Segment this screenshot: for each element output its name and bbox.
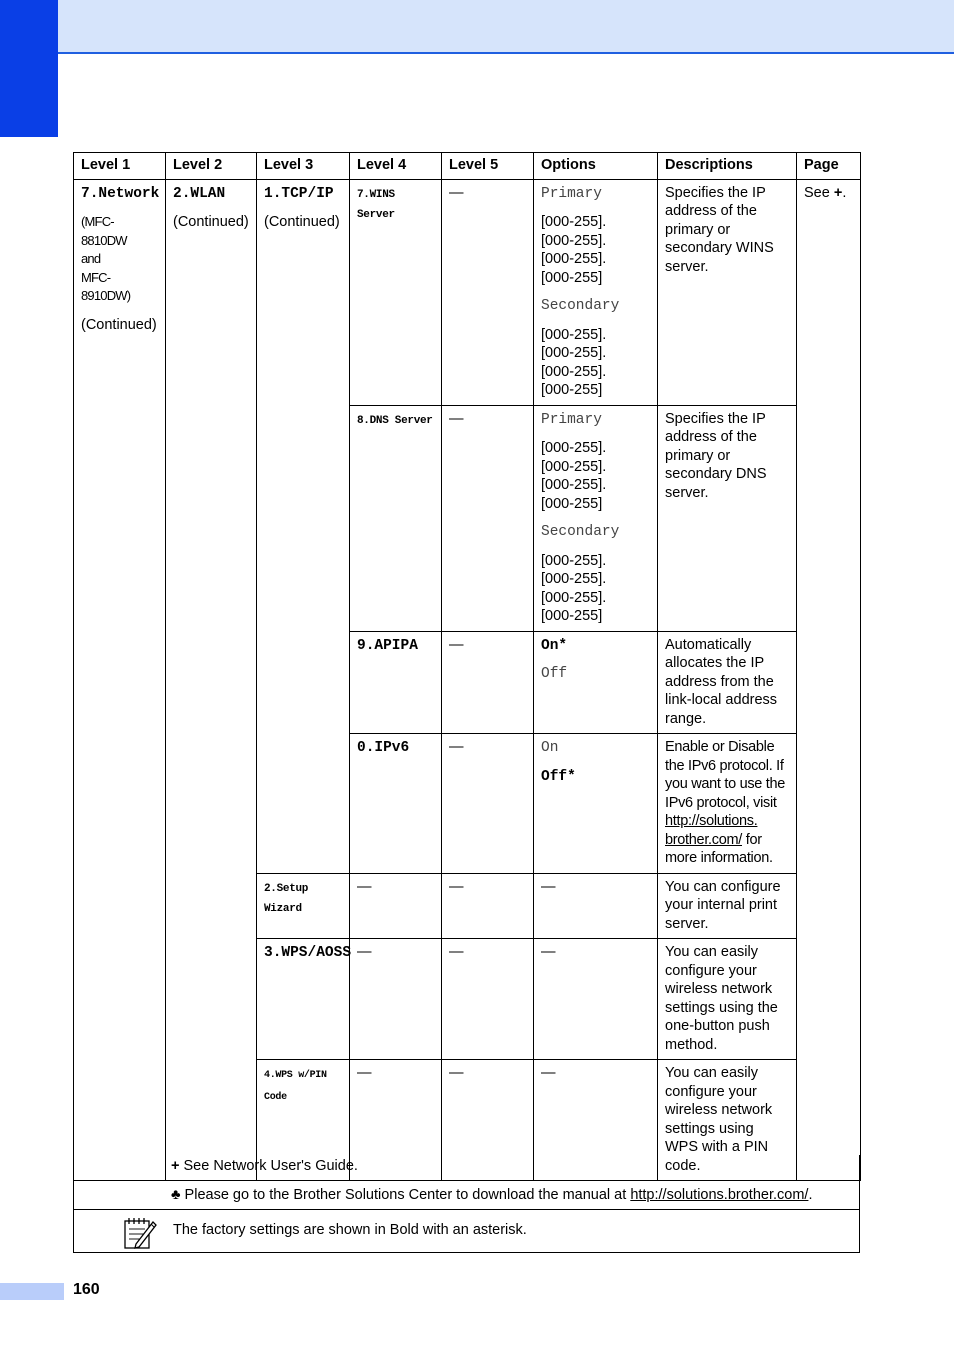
options-cell [534,734,658,874]
description-cell: You can easily configure your wireless network settings using the one-button push method. [658,939,797,1060]
dns-server-label: 8.DNS Server [357,414,433,427]
description-cell: You can configure your internal print server. [658,873,797,939]
level4-cell [350,631,442,734]
header-descriptions: Descriptions [658,153,797,180]
plus-icon: + [833,184,843,201]
level1-cell [74,179,166,1181]
continued-label: (Continued) [81,316,157,333]
header-level3: Level 3 [257,153,350,180]
ip-range: [000-255]. [000-255]. [000-255]. [000-255] [541,440,607,512]
header-row [74,153,861,180]
level4-cell [350,405,442,631]
ip-range: [000-255]. [000-255]. [000-255]. [000-255] [541,214,607,286]
note-pencil-icon [122,1216,158,1250]
page-cell: See +. [797,179,861,1181]
page-number: 160 [73,1281,100,1298]
option-on-default: On* [541,637,568,654]
option-secondary: Secondary [541,524,620,540]
note-text: The factory settings are shown in Bold with an asterisk. [173,1222,527,1238]
level2-name: 2.WLAN [173,185,226,202]
footnote-plus: + See Network User's Guide. [171,1158,358,1174]
header-options: Options [534,153,658,180]
level2-cell [166,179,257,1181]
footnotes-box [73,1155,860,1253]
level5-cell: — [442,873,534,939]
model-line: MFC-8910DW) [81,269,131,303]
option-off: Off [541,666,568,682]
level3-cell [257,939,350,1060]
ip-range: [000-255]. [000-255]. [000-255]. [000-255] [541,326,607,398]
options-cell [534,179,658,405]
level5-cell: — [442,939,534,1060]
options-cell [534,405,658,631]
option-secondary: Secondary [541,298,620,314]
level5-cell: — [442,1060,534,1181]
model-line: (MFC-8810DW [81,214,127,248]
wps-aoss-label: 3.WPS/AOSS [264,945,352,961]
solutions-link[interactable]: http://solutions. [665,813,758,829]
level4-cell: — [350,1060,442,1181]
description-cell: You can easily configure your wireless network settings using WPS with a PIN code. [658,1060,797,1181]
solutions-center-link[interactable]: http://solutions.brother.com/ [630,1187,809,1203]
description-cell: Specifies the IP address of the primary or secondary WINS server. [658,179,797,405]
level5-cell: — [442,631,534,734]
header-level5: Level 5 [442,153,534,180]
options-cell: — [534,939,658,1060]
option-off-default: Off* [541,768,576,785]
settings-menu-table [73,152,861,1181]
ipv6-label: 0.IPv6 [357,740,410,756]
options-cell: — [534,1060,658,1181]
level4-cell: — [350,873,442,939]
club-icon: ♣ [171,1187,181,1203]
solutions-link[interactable]: brother.com/ [665,831,742,848]
level3-name: 1.TCP/IP [264,185,334,202]
header-level2: Level 2 [166,153,257,180]
header-level1: Level 1 [74,153,166,180]
wps-pin-label: 4.WPS w/PIN Code [264,1070,327,1103]
chapter-tab [0,0,58,137]
page-number-bar [0,1283,64,1300]
ip-range: [000-255]. [000-255]. [000-255]. [000-255] [541,552,607,624]
level4-cell: — [350,939,442,1060]
option-primary: Primary [541,185,602,202]
wins-server-label: 7.WINS Server [357,188,395,221]
plus-icon: + [171,1158,180,1174]
level3-cell [257,873,350,939]
level5-cell: — [442,179,534,405]
page-ref: See [804,184,830,201]
level4-cell [350,734,442,874]
description-cell: Specifies the IP address of the primary or secondary DNS server. [658,405,797,631]
header-page: Page [797,153,861,180]
option-primary: Primary [541,411,602,428]
setup-wizard-label: 2.Setup Wizard [264,882,309,915]
level3-cell [257,179,350,873]
footnote-club: ♣ Please go to the Brother Solutions Center to download the manual at http://solutions.brother.com/. [171,1187,813,1203]
options-cell: — [534,873,658,939]
option-on: On [541,740,559,756]
header-level4: Level 4 [350,153,442,180]
level5-cell: — [442,405,534,631]
model-line: and [81,251,101,266]
description-cell: Automatically allocates the IP address from the link-local address range. [658,631,797,734]
divider [74,1209,859,1210]
level5-cell: — [442,734,534,874]
level4-cell [350,179,442,405]
apipa-label: 9.APIPA [357,637,418,654]
continued-label: (Continued) [173,214,249,230]
options-cell [534,631,658,734]
table-row [74,179,861,405]
continued-label: (Continued) [264,214,340,230]
level1-name: 7.Network [81,185,160,202]
header-band [0,0,954,54]
description-cell: Enable or Disable the IPv6 protocol. If you want to use the IPv6 protocol, visit http://solutions. brother.com/ for more information. [658,734,797,874]
